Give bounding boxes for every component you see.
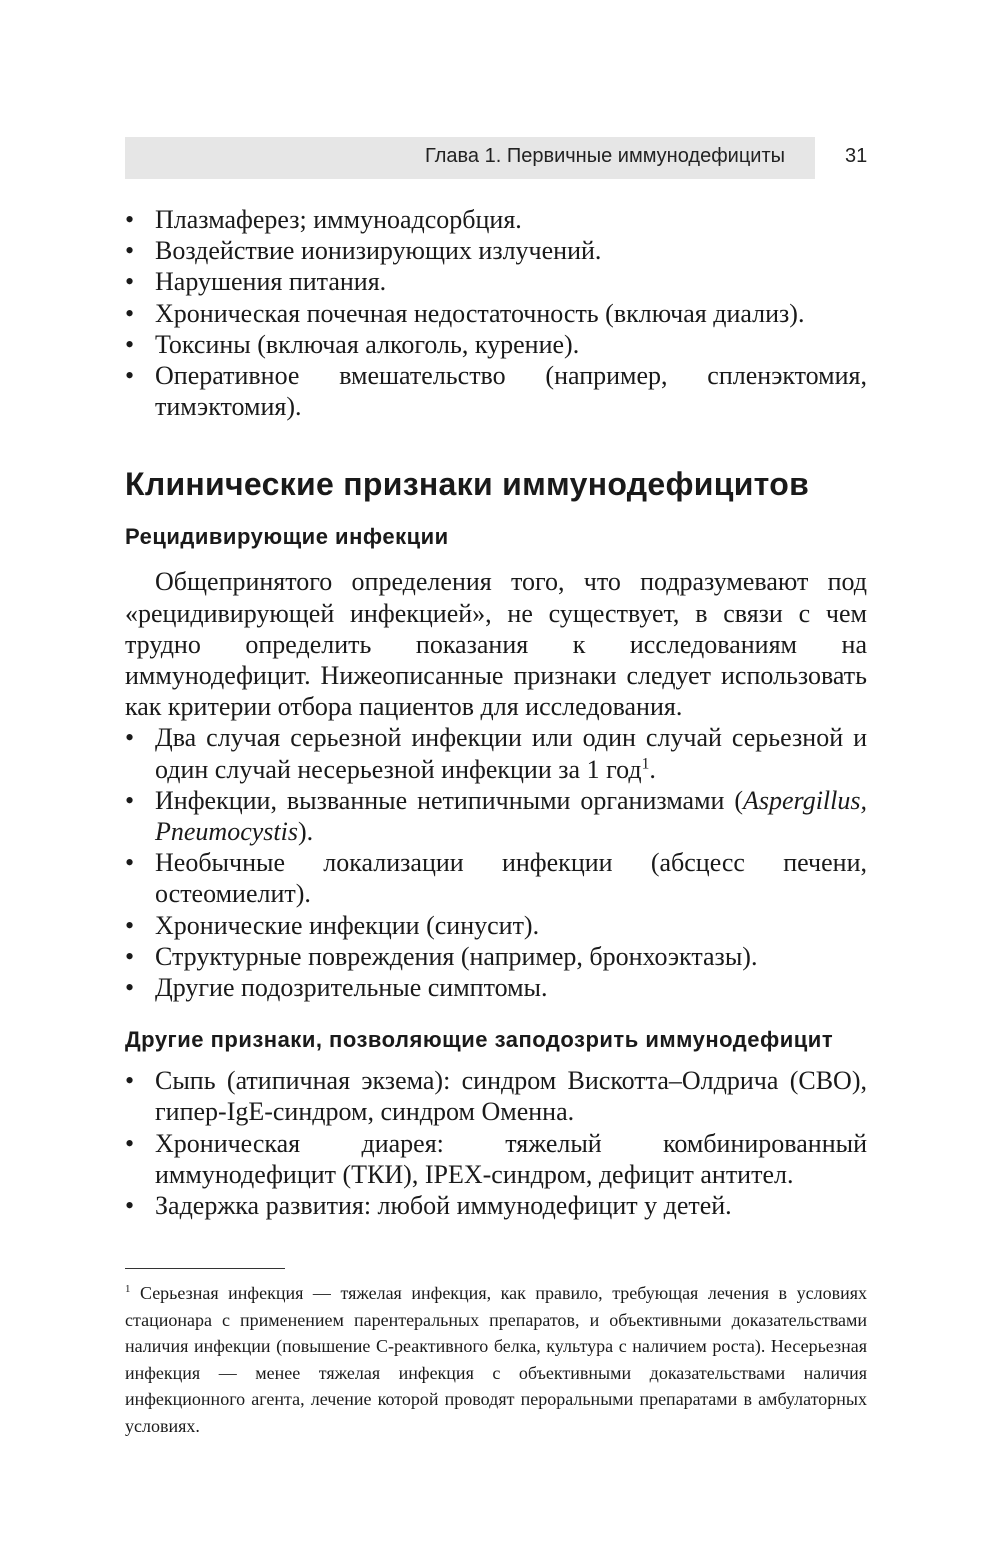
organism-names: Aspergillus, Pneumocystis	[155, 785, 867, 847]
section-heading: Клинические признаки иммунодефицитов	[125, 466, 810, 503]
list-item: • Хроническая почечная недостаточность (включая диализ).	[125, 298, 867, 329]
list-item: • Задержка развития: любой иммунодефицит у детей.	[125, 1190, 867, 1221]
list-item: • Воздействие ионизирующих излучений.	[125, 235, 867, 266]
list-item-text: Два случая серьезной инфекции или один случай серьезной и один случай несерьезной инфекции за 1 год	[155, 723, 867, 784]
list-item-text: Инфекции, вызванные нетипичными организмами (	[155, 785, 744, 815]
list-item: • Хроническая диарея: тяжелый комбинированный иммунодефицит (ТКИ), IPEX-синдром, дефицит антител.	[125, 1128, 867, 1190]
running-header	[125, 137, 815, 179]
signs-list	[125, 1065, 867, 1221]
list-item: • Оперативное вмешательство (например, спленэктомия, тимэктомия).	[125, 360, 867, 422]
footnote-ref: 1	[641, 754, 650, 772]
list-item: • Необычные локализации инфекции (абсцесс печени, остеомиелит).	[125, 847, 867, 909]
chapter-title: Глава 1. Первичные иммунодефициты	[425, 145, 785, 167]
main-text	[125, 204, 867, 1221]
list-item: • Хронические инфекции (синусит).	[125, 910, 867, 941]
paragraph: Общепринятого определения того, что подразумевают под «рецидивирующей инфекцией», не существует, в связи с чем трудно определить показания к исследованиям на иммунодефицит. Нижеописанные признаки следует использовать как критерии отбора пациентов для исследования.	[125, 567, 867, 722]
footnote-divider	[125, 1268, 285, 1269]
footnote	[125, 1280, 867, 1439]
criteria-list	[125, 722, 867, 1003]
list-item: • Сыпь (атипичная экзема): синдром Вискотта–Олдрича (СВО), гипер-IgE-синдром, синдром Оменна.	[125, 1065, 867, 1127]
list-item-end: .	[649, 754, 656, 784]
intro-list	[125, 204, 867, 422]
list-item-end: ).	[297, 817, 314, 847]
page-number: 31	[845, 145, 868, 167]
list-item: • Токсины (включая алкоголь, курение).	[125, 329, 867, 360]
list-item	[125, 722, 867, 784]
subsection-heading: Другие признаки, позволяющие заподозрить иммунодефицит	[125, 1027, 834, 1053]
list-item: • Плазмаферез; иммуноадсорбция.	[125, 204, 867, 235]
footnote-marker: 1	[125, 1283, 131, 1295]
list-item: • Нарушения питания.	[125, 266, 867, 297]
subsection-heading: Рецидивирующие инфекции	[125, 524, 449, 550]
list-item	[125, 785, 867, 847]
list-item: • Другие подозрительные симптомы.	[125, 972, 867, 1003]
footnote-text: Серьезная инфекция — тяжелая инфекция, как правило, требующая лечения в условиях стационара с применением парентеральных препаратов, и объективными доказательствами наличия инфекции (повышение С-реактивного белка, культура с наличием роста). Несерьезная инфекция — менее тяжелая инфекция с объективными доказательствами наличия инфекционного агента, лечение которой проводят пероральными препаратами в амбулаторных условиях.	[125, 1283, 867, 1436]
list-item: • Структурные повреждения (например, бронхоэктазы).	[125, 941, 867, 972]
